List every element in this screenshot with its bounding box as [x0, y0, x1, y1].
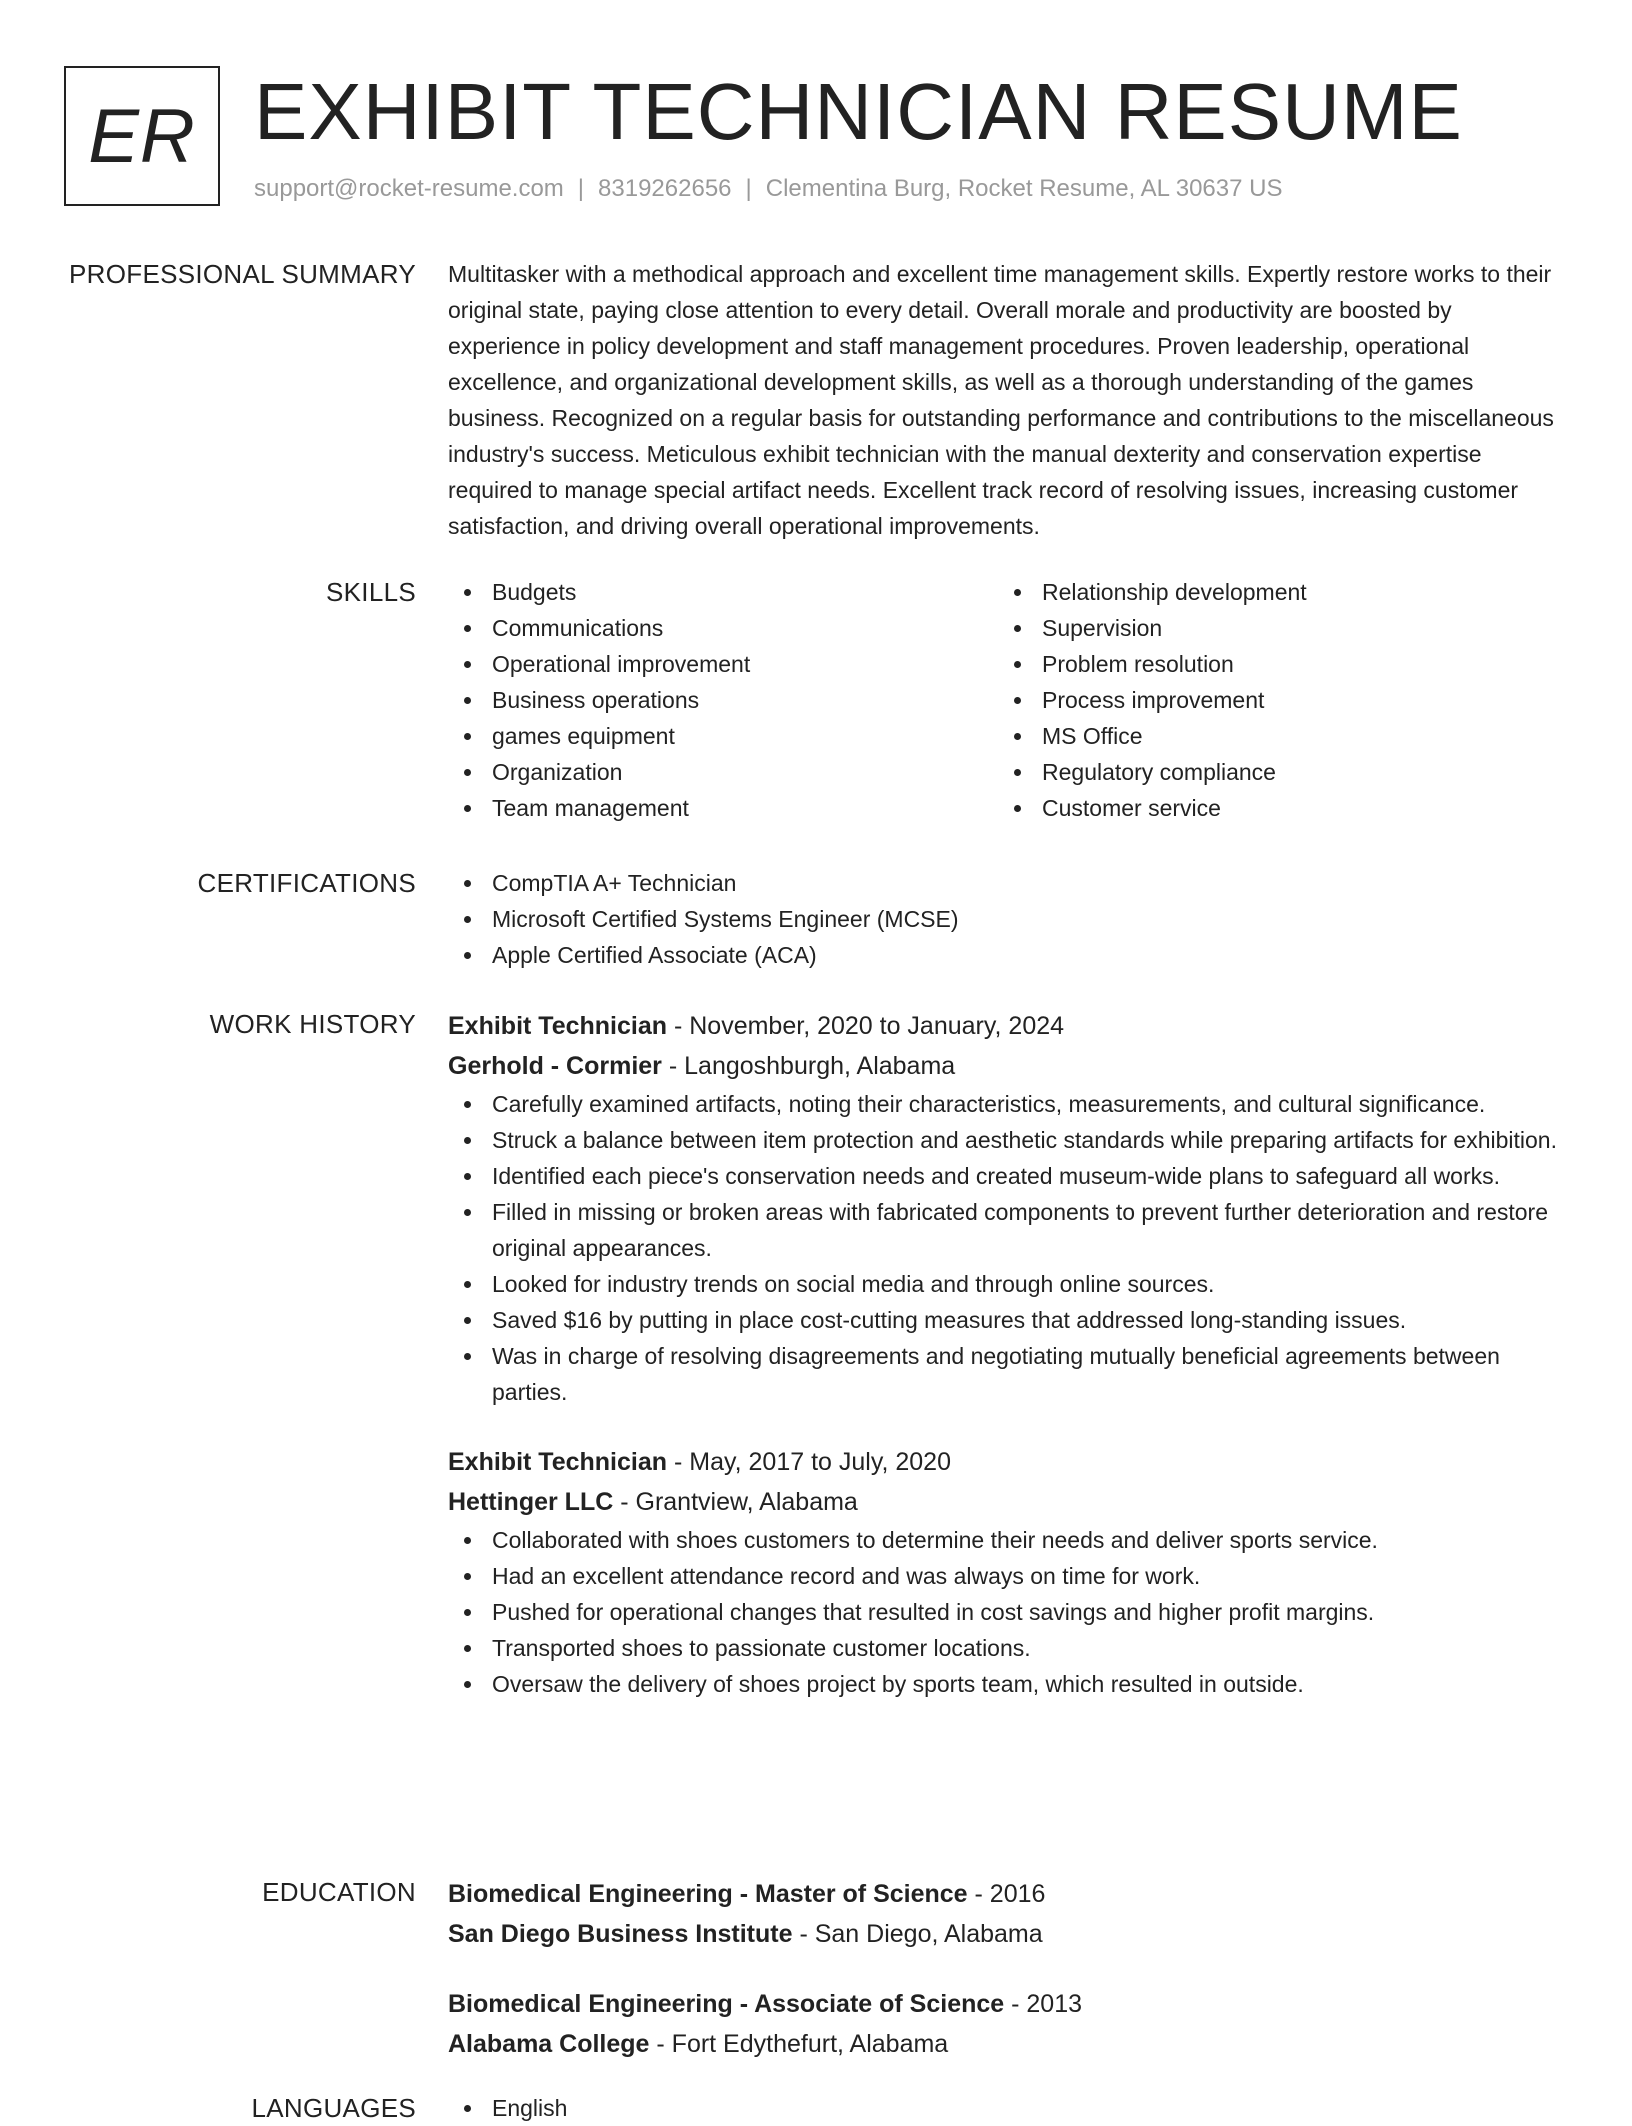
spacer — [448, 1954, 1568, 1984]
contact-line — [254, 174, 1282, 204]
job-bullet: Saved $16 by putting in place cost-cutting measures that addressed long-standing issues. — [448, 1302, 1568, 1338]
skill-item: MS Office — [998, 718, 1548, 754]
education-location: - San Diego, Alabama — [792, 1920, 1043, 1948]
job-bullet: Collaborated with shoes customers to determine their needs and deliver sports service. — [448, 1522, 1568, 1558]
job-company-line — [448, 1046, 1568, 1086]
certification-item: Microsoft Certified Systems Engineer (MCSE) — [448, 901, 1568, 937]
skills-list-left — [448, 574, 998, 826]
education-year: - 2016 — [967, 1880, 1046, 1908]
job-bullet: Had an excellent attendance record and was always on time for work. — [448, 1558, 1568, 1594]
skill-item: Problem resolution — [998, 646, 1548, 682]
job-dates: - May, 2017 to July, 2020 — [667, 1448, 951, 1476]
skill-item: Process improvement — [998, 682, 1548, 718]
education-degree-line — [448, 1984, 1568, 2024]
monogram-logo: ER — [64, 66, 220, 206]
skill-item: Organization — [448, 754, 998, 790]
job-bullet: Transported shoes to passionate customer locations. — [448, 1630, 1568, 1666]
languages-list — [448, 2090, 1568, 2126]
job-bullet: Was in charge of resolving disagreements and negotiating mutually beneficial agreements between parties. — [448, 1338, 1568, 1410]
job-location: - Grantview, Alabama — [613, 1488, 858, 1516]
job-dates: - November, 2020 to January, 2024 — [667, 1012, 1065, 1040]
job-bullet: Identified each piece's conservation needs and created museum-wide plans to safeguard all works. — [448, 1158, 1568, 1194]
skill-item: Operational improvement — [448, 646, 998, 682]
skill-item: Supervision — [998, 610, 1548, 646]
skills-grid — [448, 574, 1568, 826]
section-label-skills: SKILLS — [326, 577, 416, 607]
job-bullet: Oversaw the delivery of shoes project by sports team, which resulted in outside. — [448, 1666, 1568, 1702]
section-label-education: EDUCATION — [262, 1877, 416, 1907]
job-bullet: Filled in missing or broken areas with fabricated components to prevent further deterioration and restore original appearances. — [448, 1194, 1568, 1266]
education-location: - Fort Edythefurt, Alabama — [649, 2030, 949, 2058]
education-entry — [448, 1874, 1568, 1954]
education-degree: Biomedical Engineering - Associate of Science — [448, 1990, 1005, 2018]
certification-item: Apple Certified Associate (ACA) — [448, 937, 1568, 973]
education-entry — [448, 1984, 1568, 2064]
job-title-line — [448, 1442, 1568, 1482]
job-bullet: Looked for industry trends on social media and through online sources. — [448, 1266, 1568, 1302]
education-school: San Diego Business Institute — [448, 1920, 793, 1948]
contact-separator: | — [577, 175, 585, 202]
job-bullets — [448, 1086, 1568, 1410]
skill-item: Customer service — [998, 790, 1548, 826]
job-entry — [448, 1442, 1568, 1702]
section-label-work-history: WORK HISTORY — [209, 1009, 416, 1039]
job-company: Hettinger LLC — [448, 1488, 614, 1516]
job-title-line — [448, 1006, 1568, 1046]
job-location: - Langoshburgh, Alabama — [661, 1052, 956, 1080]
skill-item: Business operations — [448, 682, 998, 718]
summary-text: Multitasker with a methodical approach and excellent time management skills. Expertly restore works to their original state, paying close attention to every detail. Overall morale and productivity are boosted by experience in policy development and staff management procedures. Proven leadership, operational excellence, and organizational development skills, as well as a thorough understanding of the games business. Recognized on a regular basis for outstanding performance and contributions to the miscellaneous industry's success. Meticulous exhibit technician with the manual dexterity and conservation expertise required to manage special artifact needs. Excellent track record of resolving issues, increasing customer satisfaction, and driving overall operational improvements. — [448, 261, 1554, 539]
education-degree: Biomedical Engineering - Master of Science — [448, 1880, 968, 1908]
job-entry — [448, 1006, 1568, 1410]
page-title: EXHIBIT TECHNICIAN RESUME — [254, 67, 1463, 156]
language-item: English — [448, 2090, 1568, 2126]
education-degree-line — [448, 1874, 1568, 1914]
section-label-certifications: CERTIFICATIONS — [197, 868, 416, 898]
job-title: Exhibit Technician — [448, 1012, 668, 1040]
job-bullets — [448, 1522, 1568, 1702]
languages-body — [448, 2090, 1568, 2126]
skill-item: games equipment — [448, 718, 998, 754]
section-label-summary: PROFESSIONAL SUMMARY — [69, 259, 416, 289]
certifications-list — [448, 865, 1568, 973]
education-school-line — [448, 2024, 1568, 2064]
certifications-body — [448, 865, 1568, 973]
job-bullet: Carefully examined artifacts, noting their characteristics, measurements, and cultural significance. — [448, 1086, 1568, 1122]
section-label-languages: LANGUAGES — [251, 2093, 416, 2123]
skill-item: Relationship development — [998, 574, 1548, 610]
contact-address: Clementina Burg, Rocket Resume, AL 30637 US — [765, 175, 1283, 202]
certification-item: CompTIA A+ Technician — [448, 865, 1568, 901]
job-company-line — [448, 1482, 1568, 1522]
resume-header — [64, 64, 1592, 212]
contact-email[interactable]: support@rocket-resume.com — [254, 175, 564, 202]
skill-item: Budgets — [448, 574, 998, 610]
job-company: Gerhold - Cormier — [448, 1052, 662, 1080]
skill-item: Communications — [448, 610, 998, 646]
job-title: Exhibit Technician — [448, 1448, 668, 1476]
skill-item: Team management — [448, 790, 998, 826]
education-school-line — [448, 1914, 1568, 1954]
contact-phone[interactable]: 8319262656 — [598, 175, 732, 202]
skill-item: Regulatory compliance — [998, 754, 1548, 790]
job-bullet: Pushed for operational changes that resulted in cost savings and higher profit margins. — [448, 1594, 1568, 1630]
education-year: - 2013 — [1004, 1990, 1083, 2018]
work-history-body — [448, 1006, 1568, 1702]
spacer — [448, 1410, 1568, 1442]
education-body — [448, 1874, 1568, 2064]
contact-separator: | — [745, 175, 752, 202]
job-bullet: Struck a balance between item protection and aesthetic standards while preparing artifacts for exhibition. — [448, 1122, 1568, 1158]
education-school: Alabama College — [448, 2030, 650, 2058]
skills-list-right — [998, 574, 1548, 826]
summary-body — [448, 256, 1568, 544]
